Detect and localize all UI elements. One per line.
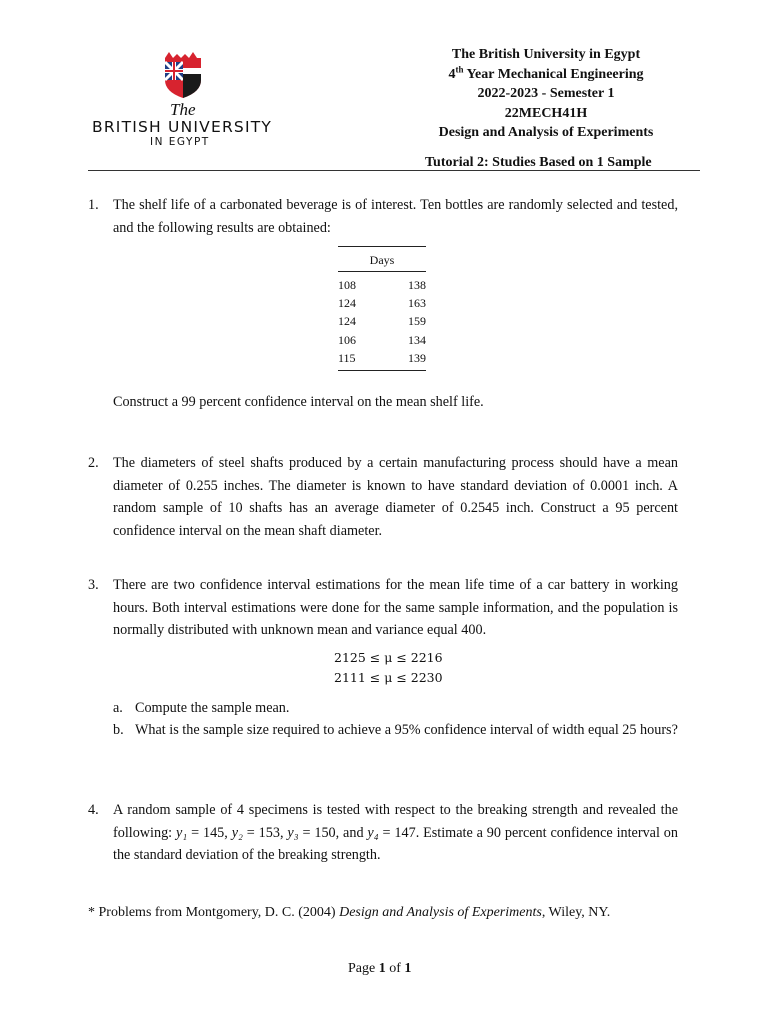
table-cell: 159 xyxy=(408,314,426,329)
table-cell: 115 xyxy=(338,350,356,365)
question-number: 4. xyxy=(88,802,99,818)
logo-name: BRITISH UNIVERSITY xyxy=(92,118,273,136)
question-text: A random sample of 4 specimens is tested with respect to the breaking strength and revealed the following: y₁ = 145, y₂ = 153, y₃ = 150, and y₄ = 147. Estimate a 90 percent confidence interval on the standard deviation of the breaking strength. xyxy=(113,802,678,863)
table-cell: 139 xyxy=(408,350,426,365)
table-row xyxy=(338,312,426,330)
question-3 xyxy=(88,574,678,642)
year-line: 4th Year Mechanical Engineering xyxy=(448,63,644,82)
course-title: Design and Analysis of Experiments xyxy=(438,125,654,140)
question-number: 1. xyxy=(88,197,99,213)
question-3b: b. What is the sample size required to achieve a 95% confidence interval of width equal 25 hours? xyxy=(113,722,678,738)
table-cell: 124 xyxy=(338,314,356,329)
page-number: Page 1 of 1 xyxy=(348,961,412,976)
table-row xyxy=(338,349,426,367)
table-cell: 163 xyxy=(408,296,426,311)
question-text: There are two confidence interval estimations for the mean life time of a car battery in working hours. Both interval estimations were done for the same sample information, and the population is normally distributed with unknown mean and variance equal 400. xyxy=(113,577,678,638)
table-cell: 138 xyxy=(408,278,426,292)
tutorial-title: Tutorial 2: Studies Based on 1 Sample xyxy=(425,155,652,170)
footnote: * Problems from Montgomery, D. C. (2004) Design and Analysis of Experiments, Wiley, NY. xyxy=(88,905,611,920)
interval-2: 2111 ≤ μ ≤ 2230 xyxy=(334,670,443,685)
table-header: Days xyxy=(338,247,426,272)
question-2 xyxy=(88,452,678,542)
question-3a: a. Compute the sample mean. xyxy=(113,700,290,716)
question-1-followup xyxy=(88,391,678,414)
interval-1: 2125 ≤ μ ≤ 2216 xyxy=(334,650,443,665)
table-cell: 108 xyxy=(338,278,356,292)
question-text: The shelf life of a carbonated beverage is of interest. Ten bottles are randomly selected and tested, and the following results are obtained: xyxy=(113,197,678,236)
question-1 xyxy=(88,194,678,239)
table-row xyxy=(338,276,426,294)
table-cell: 106 xyxy=(338,332,356,347)
question-number: 2. xyxy=(88,455,99,471)
table-cell: 124 xyxy=(338,296,356,311)
logo-the: The xyxy=(170,100,196,119)
days-table xyxy=(338,246,426,371)
course-code: 22MECH41H xyxy=(504,105,588,121)
header-divider xyxy=(88,170,700,171)
question-4 xyxy=(88,799,678,867)
question-text: The diameters of steel shafts produced by a certain manufacturing process should have a mean diameter of 0.255 inches. The diameter is known to have standard deviation of 0.0001 inch. A random sample of 10 shafts has an average diameter of 0.2545 inch. Construct a 95 percent confidence interval on the mean shaft diameter. xyxy=(113,455,678,539)
term: 2022-2023 - Semester 1 xyxy=(477,86,615,101)
course-header xyxy=(412,45,680,143)
logo-sub: IN EGYPT xyxy=(150,136,210,148)
table-row xyxy=(338,294,426,312)
question-text: Construct a 99 percent confidence interval on the mean shelf life. xyxy=(113,394,484,410)
table-cell: 134 xyxy=(408,332,426,347)
university-name: The British University in Egypt xyxy=(451,47,641,62)
table-row xyxy=(338,331,426,349)
question-number: 3. xyxy=(88,577,99,593)
